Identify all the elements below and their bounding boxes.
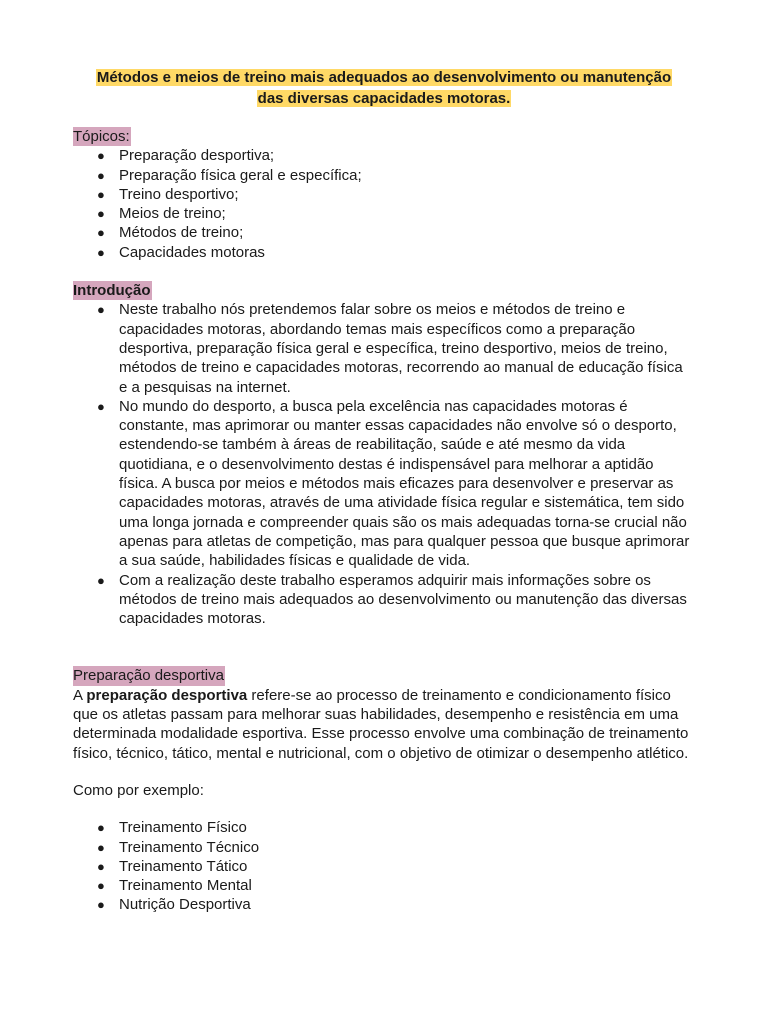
introduction-section <box>73 281 695 628</box>
bullet-icon: ● <box>97 858 105 874</box>
bullet-icon: ● <box>97 839 105 855</box>
bullet-icon: ● <box>97 820 105 836</box>
bullet-icon: ● <box>97 206 105 222</box>
sports-preparation-section <box>73 666 695 914</box>
bullet-icon: ● <box>97 225 105 241</box>
topics-list <box>73 146 695 262</box>
topics-heading: Tópicos: <box>73 128 130 145</box>
bullet-icon: ● <box>97 878 105 894</box>
examples-list <box>73 818 695 914</box>
bullet-icon: ● <box>97 572 105 588</box>
title-line-1: Métodos e meios de treino mais adequados ao desenvolvimento ou manutenção <box>96 69 672 86</box>
list-item: ● Treino desportivo; <box>97 185 239 203</box>
list-item: ● Capacidades motoras <box>97 243 265 261</box>
topics-section <box>73 127 695 262</box>
list-item: ● Treinamento Técnico <box>97 838 260 856</box>
document-title <box>73 67 695 109</box>
bullet-icon: ● <box>97 398 105 414</box>
list-item: ● Preparação física geral e específica; <box>97 166 362 184</box>
list-item: ● No mundo do desporto, a busca pela excelência nas capacidades motoras é constante, mas aprimorar ou manter essas capacidades não envolve só o desporto, estendendo-se também à áreas de reabilitação, saúde e até mesmo da vida quotidiana, e o desenvolvimento destas é indispensável para melhorar a aptidão física. A busca por meios e métodos mais eficazes para desenvolver e preservar as capacidades motoras, através de uma atividade física regular e sistemática, tem sido uma longa jornada e compreender quais são os mais adequadas torna-se crucial não apenas para atletas de competição, mas para qualquer pessoa que busque aprimorar a sua saúde, habilidades físicas e qualidade de vida. <box>97 397 690 570</box>
document-page <box>73 67 695 915</box>
list-item: ● Treinamento Mental <box>97 877 252 895</box>
bold-term: preparação desportiva <box>86 686 248 704</box>
bullet-icon: ● <box>97 897 105 913</box>
bullet-icon: ● <box>97 244 105 260</box>
sports-preparation-paragraph: A preparação desportiva refere-se ao processo de treinamento e condicionamento físico que os atletas passam para melhorar suas habilidades, desempenho e resistência em uma determinada modalidade esportiva. Esse processo envolve uma combinação de treinamento físico, técnico, tático, mental e nutricional, com o objetivo de otimizar o desempenho atlético. <box>73 686 689 762</box>
list-item: ● Nutrição Desportiva <box>97 896 251 914</box>
bullet-icon: ● <box>97 148 105 164</box>
example-intro: Como por exemplo: <box>73 781 204 799</box>
list-item: ● Neste trabalho nós pretendemos falar sobre os meios e métodos de treino e capacidades motoras, abordando temas mais específicos como a preparação desportiva, preparação física geral e específica, treino desportivo, meios de treino, métodos de treino e capacidades motoras, recorrendo ao manual de educação física e a pesquisas na internet. <box>97 301 683 396</box>
list-item: ● Métodos de treino; <box>97 224 244 242</box>
bullet-icon: ● <box>97 186 105 202</box>
title-line-2: das diversas capacidades motoras. <box>257 90 511 107</box>
list-item: ● Treinamento Tático <box>97 857 248 875</box>
bullet-icon: ● <box>97 302 105 318</box>
introduction-list <box>73 300 695 628</box>
list-item: ● Com a realização deste trabalho esperamos adquirir mais informações sobre os métodos de treino mais adequados ao desenvolvimento ou manutenção das diversas capacidades motoras. <box>97 571 687 628</box>
list-item: ● Meios de treino; <box>97 205 226 223</box>
bullet-icon: ● <box>97 167 105 183</box>
list-item: ● Preparação desportiva; <box>97 147 275 165</box>
introduction-heading: Introdução <box>73 282 151 300</box>
list-item: ● Treinamento Físico <box>97 819 247 837</box>
sports-preparation-heading: Preparação desportiva <box>73 667 224 685</box>
